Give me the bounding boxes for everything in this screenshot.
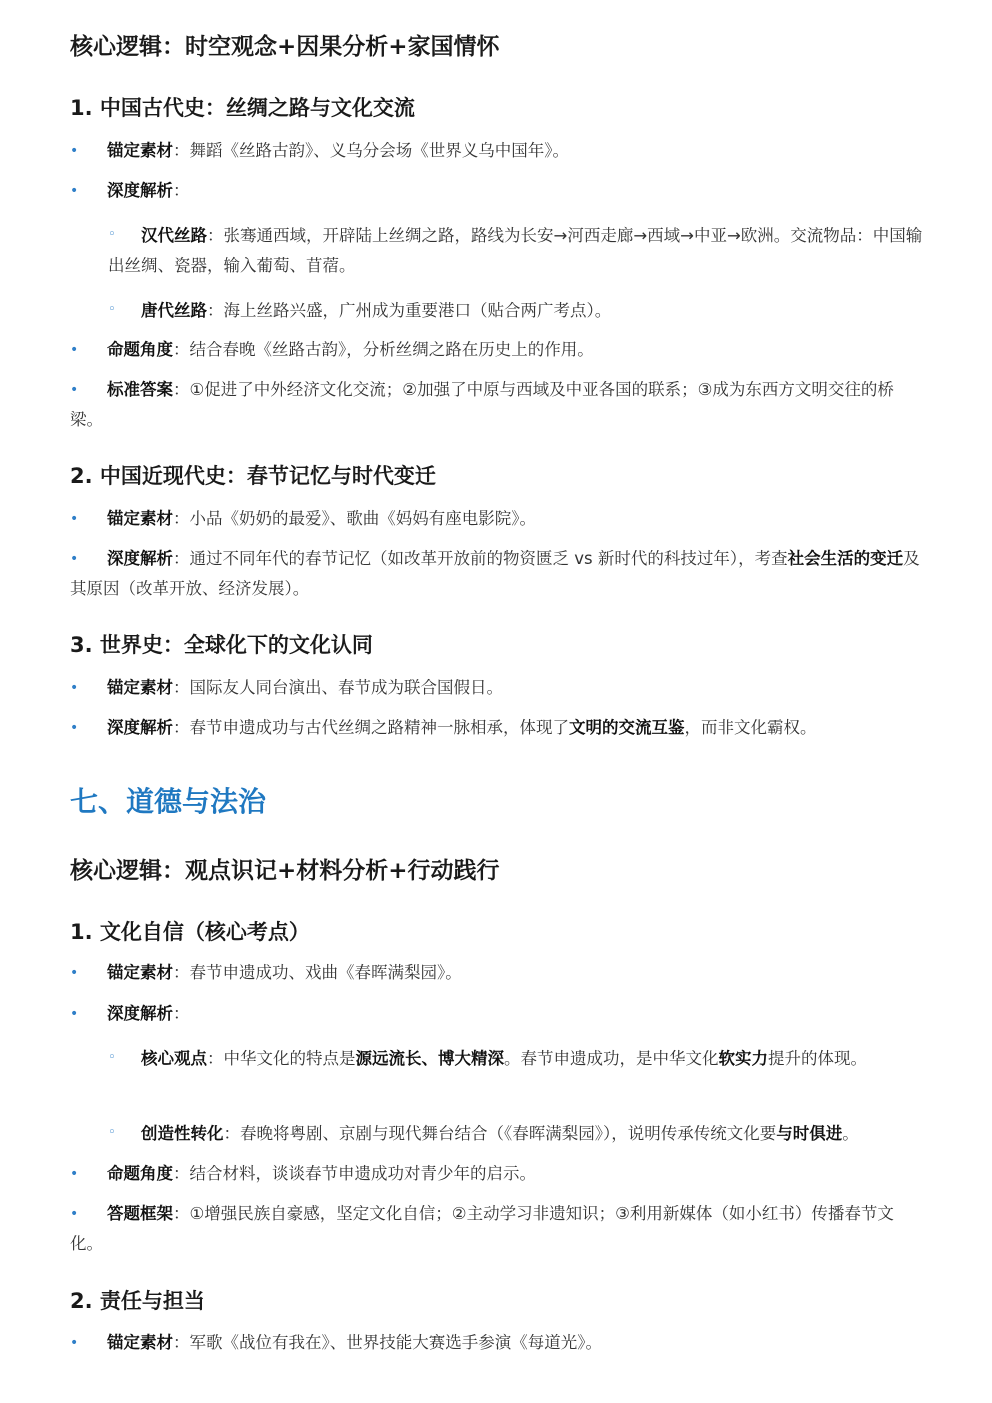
item-text: ： <box>173 181 190 200</box>
item-text: ：①增强民族自豪感，坚定文化自信；②主动学习非遗知识；③利用新媒体（如小红书）传播春节文化。 <box>70 1204 894 1253</box>
item-text: ：舞蹈《丝路古韵》、义乌分会场《世界义乌中国年》。 <box>173 141 569 160</box>
bullet-icon: • <box>70 965 79 981</box>
list-item <box>70 673 922 703</box>
bullet-icon: • <box>70 1206 79 1222</box>
item-text: ：结合材料，谈谈春节申遗成功对青少年的启示。 <box>173 1164 536 1183</box>
list-item <box>70 713 922 743</box>
sub-bullet-icon: ◦ <box>108 227 116 242</box>
sub-list-item <box>108 1119 942 1149</box>
history-section-3-title: 3. 世界史：全球化下的文化认同 <box>70 633 373 657</box>
item-text: ：小品《奶奶的最爱》、歌曲《妈妈有座电影院》。 <box>173 509 536 528</box>
ethics-logic-heading: 核心逻辑：观点识记+材料分析+行动践行 <box>70 858 500 884</box>
bullet-icon: • <box>70 382 79 398</box>
item-label: 锚定素材 <box>107 509 173 528</box>
item-label: 标准答案 <box>107 380 173 399</box>
list-item <box>70 544 922 604</box>
sub-bullet-icon: ◦ <box>108 1050 116 1065</box>
item-emphasis: 源远流长、博大精深 <box>355 1049 504 1068</box>
list-item <box>70 1199 922 1259</box>
item-label: 深度解析 <box>107 549 173 568</box>
bullet-icon: • <box>70 183 79 199</box>
item-label: 深度解析 <box>107 181 173 200</box>
item-label: 深度解析 <box>107 1004 173 1023</box>
item-text: 。 <box>842 1124 859 1143</box>
item-label: 锚定素材 <box>107 141 173 160</box>
list-item <box>70 958 922 988</box>
ethics-section-1-title: 1. 文化自信（核心考点） <box>70 920 310 944</box>
bullet-icon: • <box>70 551 79 567</box>
item-emphasis: 与时俱进 <box>776 1124 843 1143</box>
bullet-icon: • <box>70 342 79 358</box>
item-label: 核心观点 <box>141 1049 207 1068</box>
history-section-2-title: 2. 中国近现代史：春节记忆与时代变迁 <box>70 464 436 488</box>
item-text: ：通过不同年代的春节记忆（如改革开放前的物资匮乏 vs 新时代的科技过年），考查 <box>173 549 788 568</box>
ethics-section-2-title: 2. 责任与担当 <box>70 1289 205 1313</box>
item-label: 命题角度 <box>107 1164 173 1183</box>
item-text: ，而非文化霸权。 <box>684 718 817 737</box>
item-label: 锚定素材 <box>107 963 173 982</box>
bullet-icon: • <box>70 680 79 696</box>
item-text: ：春晚将粤剧、京剧与现代舞台结合（《春晖满梨园》），说明传承传统文化要 <box>223 1124 777 1143</box>
item-text: ：海上丝路兴盛，广州成为重要港口（贴合两广考点）。 <box>207 301 612 320</box>
list-item <box>70 136 922 166</box>
chapter-title: 七、道德与法治 <box>70 785 267 818</box>
bullet-icon: • <box>70 1335 79 1351</box>
item-label: 深度解析 <box>107 718 173 737</box>
sub-list-item <box>108 296 932 326</box>
item-label: 汉代丝路 <box>141 226 207 245</box>
bullet-icon: • <box>70 1006 79 1022</box>
sub-list-item <box>108 221 932 281</box>
list-item <box>70 1159 922 1189</box>
item-label: 创造性转化 <box>141 1124 224 1143</box>
item-emphasis: 文明的交流互鉴 <box>569 718 685 737</box>
item-emphasis: 社会生活的变迁 <box>787 549 904 568</box>
item-emphasis: 软实力 <box>718 1049 768 1068</box>
sub-bullet-icon: ◦ <box>108 302 116 317</box>
bullet-icon: • <box>70 143 79 159</box>
list-item <box>70 335 922 365</box>
history-logic-heading: 核心逻辑：时空观念+因果分析+家国情怀 <box>70 34 500 60</box>
item-label: 锚定素材 <box>107 678 173 697</box>
item-label: 答题框架 <box>107 1204 173 1223</box>
item-label: 命题角度 <box>107 340 173 359</box>
item-text: 提升的体现。 <box>768 1049 867 1068</box>
list-item <box>70 375 922 435</box>
item-text: ：春节申遗成功与古代丝绸之路精神一脉相承，体现了 <box>173 718 569 737</box>
list-item <box>70 999 922 1029</box>
item-text: ：中华文化的特点是 <box>207 1049 356 1068</box>
item-text: ：①促进了中外经济文化交流；②加强了中原与西域及中亚各国的联系；③成为东西方文明交往的桥梁。 <box>70 380 894 429</box>
bullet-icon: • <box>70 511 79 527</box>
item-text: ：春节申遗成功、戏曲《春晖满梨园》。 <box>173 963 462 982</box>
list-item <box>70 176 922 206</box>
list-item <box>70 1328 922 1358</box>
sub-list-item <box>108 1044 932 1074</box>
item-text: 及其原因（改革开放、经济发展）。 <box>70 549 920 598</box>
item-text: ：结合春晚《丝路古韵》，分析丝绸之路在历史上的作用。 <box>173 340 594 359</box>
bullet-icon: • <box>70 1166 79 1182</box>
sub-bullet-icon: ◦ <box>108 1125 116 1140</box>
item-label: 锚定素材 <box>107 1333 173 1352</box>
item-label: 唐代丝路 <box>141 301 207 320</box>
item-text: ：军歌《战位有我在》、世界技能大赛选手参演《每道光》。 <box>173 1333 602 1352</box>
item-text: ：张骞通西域，开辟陆上丝绸之路，路线为长安→河西走廊→西域→中亚→欧洲。交流物品：中国输出丝绸、瓷器，输入葡萄、苜蓿。 <box>108 226 923 275</box>
bullet-icon: • <box>70 720 79 736</box>
history-section-1-title: 1. 中国古代史：丝绸之路与文化交流 <box>70 96 415 120</box>
item-text: ：国际友人同台演出、春节成为联合国假日。 <box>173 678 503 697</box>
item-text: ： <box>173 1004 190 1023</box>
item-text: 。春节申遗成功，是中华文化 <box>504 1049 719 1068</box>
list-item <box>70 504 922 534</box>
